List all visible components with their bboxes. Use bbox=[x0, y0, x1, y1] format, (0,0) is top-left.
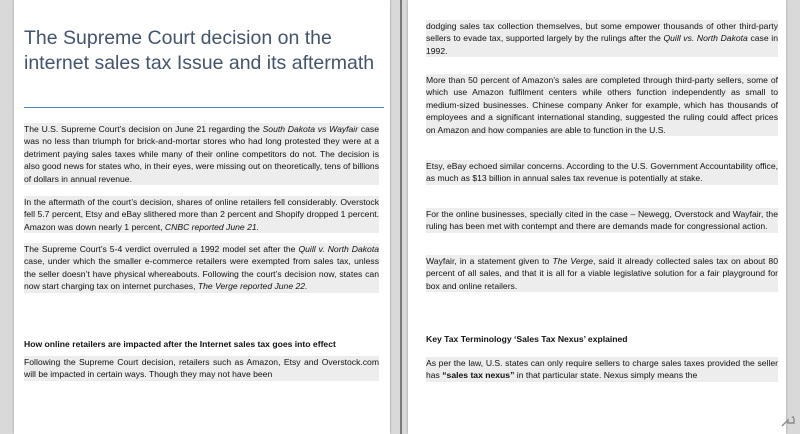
paragraph-nexus-law bbox=[426, 357, 778, 382]
case-name: South Dakota vs Wayfair bbox=[262, 124, 359, 134]
text-run: dodging sales tax collection themselves, but some empower thousands of other third-party sellers to evade tax, supported largely by the rulings after the bbox=[426, 21, 778, 44]
text-run: In the aftermath of the court’s decision, shares of online retailers fell considerably. Overstock fell 5.7 percent, Etsy and eBay slithered more than 2 percent and Shopify dropped 1 percent. Amazon was down nearly 1 percent, bbox=[24, 197, 379, 232]
text-run: The Supreme Court’s 5-4 verdict overruled a 1992 model set after the bbox=[24, 244, 299, 254]
scroll-corner-icon[interactable] bbox=[780, 414, 796, 428]
paragraph-retailers-impacted: Following the Supreme Court decision, retailers such as Amazon, Etsy and Overstock.com will be impacted in certain ways. Though they may not have been bbox=[24, 357, 379, 380]
text-run: The U.S. Supreme Court’s decision on June 21 regarding the bbox=[24, 124, 263, 134]
key-term: “sales tax nexus” bbox=[442, 370, 515, 381]
paragraph-online-businesses: For the online businesses, specially cited in the case – Newegg, Overstock and Wayfair, the ruling has been met with contempt and there are demands made for congressional action. bbox=[426, 209, 778, 232]
case-name: Quill v. North Dakota bbox=[298, 244, 379, 254]
paragraph-dodging-tax bbox=[426, 20, 778, 57]
paragraph-wayfair-statement bbox=[426, 255, 778, 292]
paragraph-etsy-ebay: Etsy, eBay echoed similar concerns. According to the U.S. Government Accountability office, as much as $13 billion in annual sales tax revenue is potentially at stake. bbox=[426, 161, 778, 184]
text-run: case, under which the smaller e-commerce retailers were exempted from sales tax, unless the seller doesn’t have physical whereabouts. Following the court’s decision now, states can now start charging tax on internet purchases, bbox=[24, 256, 379, 292]
section-heading-nexus: Key Tax Terminology ‘Sales Tax Nexus’ explained bbox=[426, 334, 628, 344]
text-run: , said it already collected sales tax on about 80 percent of all sales, and that it is all for a viable legislative solution for a fair playground for box and online retailers. bbox=[426, 256, 778, 291]
paragraph-verdict bbox=[24, 243, 379, 293]
page-left[interactable] bbox=[14, 0, 390, 434]
text-run: case was no less than triumph for brick-and-mortar stores who had long protested they were at a detriment paying sales taxes while many of their online competitors do not. The decision is also good news for states who, in their eyes, were missing out on theoretically, tens of billions of dollars in annual revenue. bbox=[24, 124, 380, 184]
text-run: case in 1992. bbox=[426, 33, 778, 56]
page-right[interactable] bbox=[408, 0, 786, 434]
source-citation: The Verge reported June 22. bbox=[197, 281, 308, 292]
paragraph-third-party-sellers: More than 50 percent of Amazon’s sales are completed through third-party sellers, some of which use Amazon fulfilment centers while others function independently as small to medium-sized businesses. Chinese company Anker for example, which has thousands of employees and a significant international standing, suggested the ruling could affect prices on Amazon and how companies are able to function in the U.S. bbox=[426, 75, 778, 135]
text-run: in that particular state. Nexus simply means the bbox=[514, 370, 698, 381]
text-run: As per the law, U.S. states can only require sellers to charge sales taxes provided the seller has bbox=[426, 358, 778, 381]
page-divider bbox=[400, 0, 402, 434]
section-heading-retailers: How online retailers are impacted after the Internet sales tax goes into effect bbox=[24, 339, 336, 349]
case-name: Quill vs. North Dakota bbox=[663, 33, 748, 44]
document-title: The Supreme Court decision on the internet sales tax Issue and its aftermath bbox=[24, 27, 375, 74]
paragraph-court-decision bbox=[24, 123, 379, 185]
text-run: Wayfair, in a statement given to bbox=[426, 256, 553, 266]
paragraph-shares-fell bbox=[24, 196, 379, 233]
source-citation: CNBC reported June 21. bbox=[164, 221, 260, 232]
title-underline bbox=[24, 107, 384, 108]
source-citation: The Verge bbox=[552, 256, 594, 266]
